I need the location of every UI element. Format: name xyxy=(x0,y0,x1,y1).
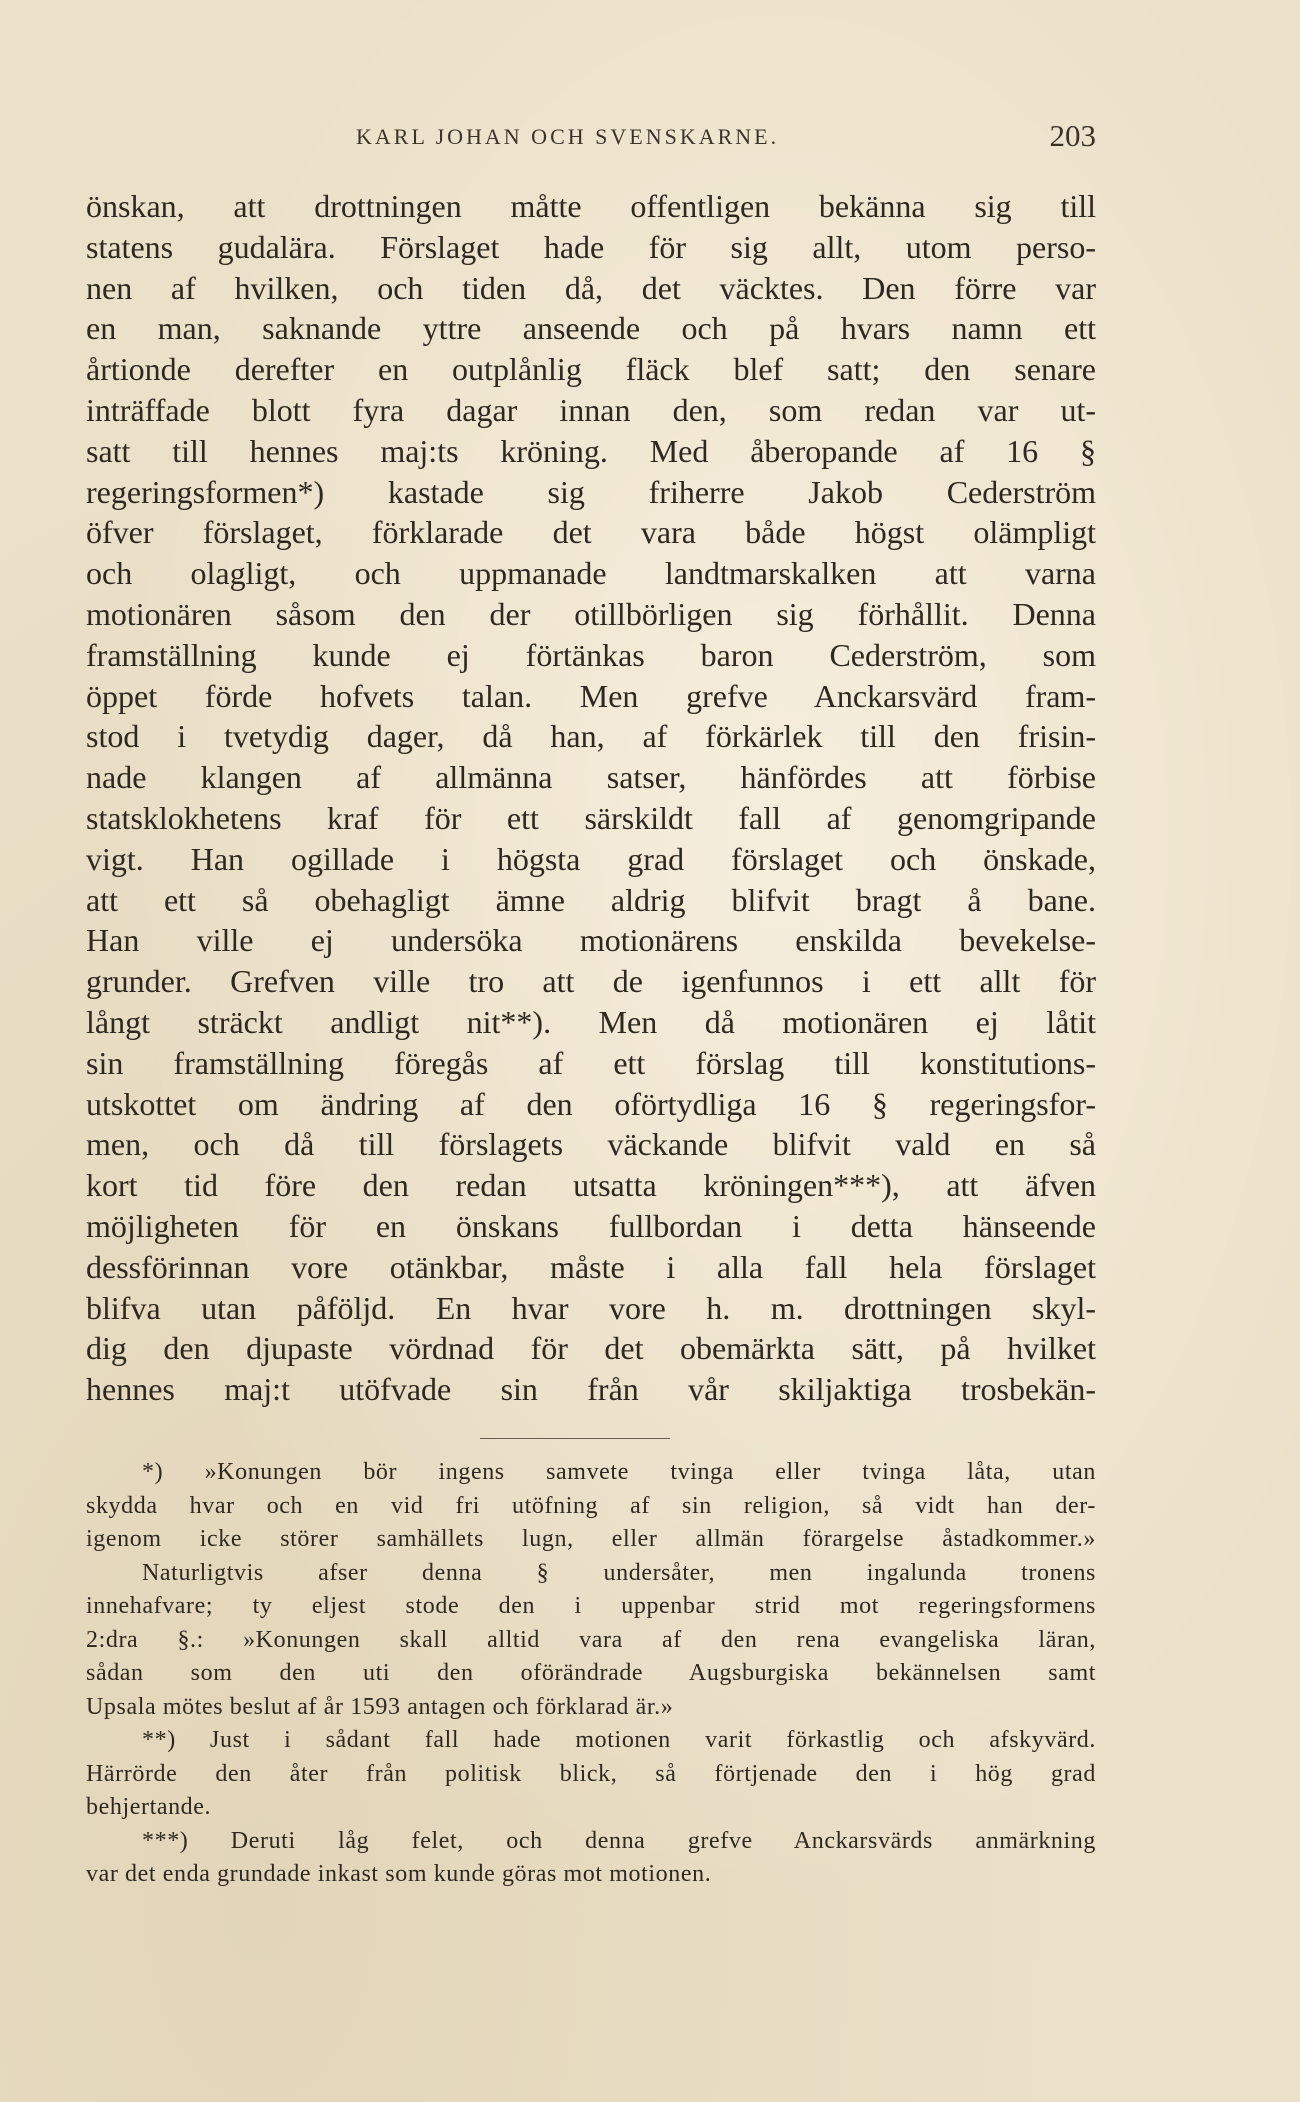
footnote-line: igenom icke störer samhällets lugn, eller allmän förargelse åstadkommer.» xyxy=(86,1526,1096,1552)
text-line: långt sträckt andligt nit**). Men då motionären ej låtit xyxy=(86,1003,1096,1040)
text-line: nen af hvilken, och tiden då, det väcktes. Den förre var xyxy=(86,269,1096,306)
page-number: 203 xyxy=(1049,118,1096,153)
text-line: framställning kunde ej förtänkas baron Cederström, som xyxy=(86,636,1096,673)
text-line: inträffade blott fyra dagar innan den, som redan var ut- xyxy=(86,391,1096,428)
footnote-line: innehafvare; ty eljest stode den i uppenbar strid mot regeringsformens xyxy=(86,1593,1096,1619)
text-line: vigt. Han ogillade i högsta grad förslaget och önskade, xyxy=(86,840,1096,877)
text-line: öfver förslaget, förklarade det vara både högst olämpligt xyxy=(86,514,1096,551)
footnotes xyxy=(86,1456,1096,1892)
text-line: sin framställning föregås af ett förslag till konstitutions- xyxy=(86,1044,1096,1081)
text-line: motionären såsom den der otillbörligen sig förhållit. Denna xyxy=(86,595,1096,632)
text-line: hennes maj:t utöfvade sin från vår skiljaktiga trosbekän- xyxy=(86,1371,1096,1408)
running-title: KARL JOHAN OCH SVENSKARNE. xyxy=(356,124,780,149)
footnote-line: skydda hvar och en vid fri utöfning af sin religion, så vidt han der- xyxy=(86,1492,1096,1519)
text-line: statens gudalära. Förslaget hade för sig allt, utom perso- xyxy=(86,228,1096,265)
text-line: nade klangen af allmänna satser, hänfördes att förbise xyxy=(86,759,1096,796)
footnote-line: behjertande. xyxy=(86,1794,212,1820)
text-line: utskottet om ändring af den oförtydliga 16 § regeringsfor- xyxy=(86,1085,1096,1122)
text-line: att ett så obehagligt ämne aldrig blifvit bragt å bane. xyxy=(86,881,1096,918)
footnote-line: var det enda grundade inkast som kunde göras mot motionen. xyxy=(86,1861,712,1887)
footnote-line: **) Just i sådant fall hade motionen varit förkastlig och afskyvärd. xyxy=(142,1727,1096,1753)
text-line: öppet förde hofvets talan. Men grefve Anckarsvärd fram- xyxy=(86,677,1096,714)
footnote-line: Naturligtvis afser denna § undersåter, men ingalunda tronens xyxy=(142,1559,1096,1586)
text-line: satt till hennes maj:ts kröning. Med åberopande af 16 § xyxy=(86,432,1096,469)
footnote-line: sådan som den uti den oförändrade Augsburgiska bekännelsen samt xyxy=(86,1660,1096,1686)
text-line: grunder. Grefven ville tro att de igenfunnos i ett allt för xyxy=(86,963,1096,1000)
text-line: stod i tvetydig dager, då han, af förkärlek till den frisin- xyxy=(86,718,1096,755)
text-line: Han ville ej undersöka motionärens enskilda bevekelse- xyxy=(86,922,1096,959)
text-line: kort tid före den redan utsatta kröningen***), att äfven xyxy=(86,1167,1096,1204)
text-line: blifva utan påföljd. En hvar vore h. m. drottningen skyl- xyxy=(86,1289,1096,1326)
text-line: årtionde derefter en outplånlig fläck blef satt; den senare xyxy=(86,351,1096,388)
text-line: möjligheten för en önskans fullbordan i detta hänseende xyxy=(86,1207,1096,1244)
footnote-divider xyxy=(480,1438,670,1439)
footnote-line: 2:dra §.: »Konungen skall alltid vara af den rena evangeliska läran, xyxy=(86,1626,1096,1653)
footnote-line: Härrörde den åter från politisk blick, så förtjenade den i hög grad xyxy=(86,1760,1096,1787)
footnote-line: *) »Konungen bör ingens samvete tvinga eller tvinga låta, utan xyxy=(142,1459,1096,1485)
text-line: en man, saknande yttre anseende och på hvars namn ett xyxy=(86,310,1096,347)
page-header xyxy=(86,118,1096,158)
footnote-line: ***) Deruti låg felet, och denna grefve Anckarsvärds anmärkning xyxy=(142,1827,1096,1854)
text-line: statsklokhetens kraf för ett särskildt fall af genomgripande xyxy=(86,799,1096,836)
text-line: önskan, att drottningen måtte offentligen bekänna sig till xyxy=(86,188,1096,224)
footnote-line: Upsala mötes beslut af år 1593 antagen och förklarad är.» xyxy=(86,1693,674,1720)
text-line: men, och då till förslagets väckande blifvit vald en så xyxy=(86,1126,1096,1163)
text-line: och olagligt, och uppmanade landtmarskalken att varna xyxy=(86,555,1096,592)
main-text xyxy=(86,186,1096,1410)
text-line: dessförinnan vore otänkbar, måste i alla fall hela förslaget xyxy=(86,1248,1096,1285)
text-line: regeringsformen*) kastade sig friherre Jakob Cederström xyxy=(86,473,1096,510)
text-line: dig den djupaste vördnad för det obemärkta sätt, på hvilket xyxy=(86,1330,1096,1367)
